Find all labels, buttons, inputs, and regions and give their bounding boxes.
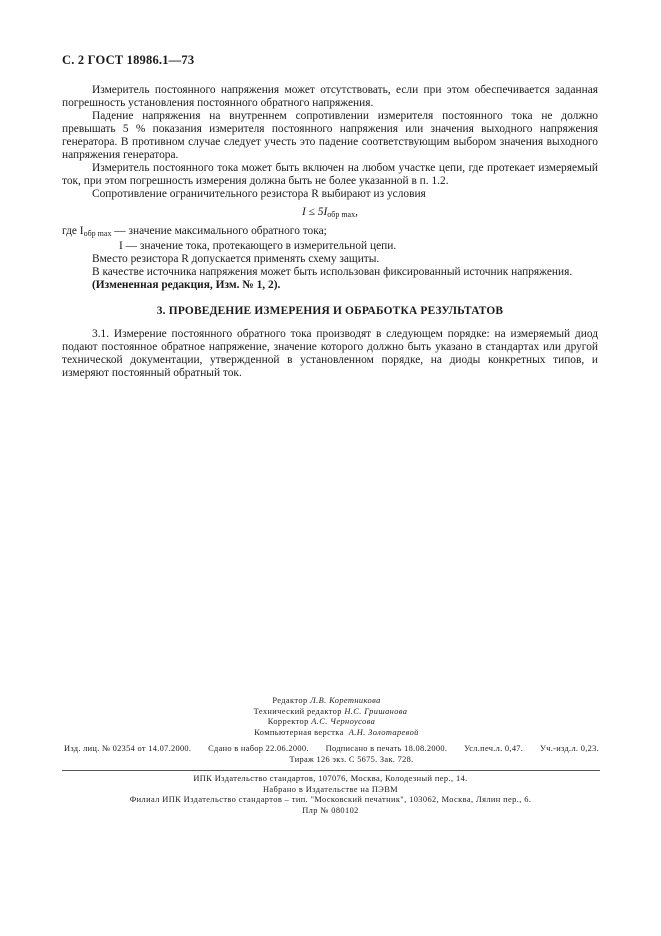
section-title: 3. ПРОВЕДЕНИЕ ИЗМЕРЕНИЯ И ОБРАБОТКА РЕЗУЛЬТАТОВ — [156, 305, 504, 317]
formula-main: I ≤ 5I — [302, 206, 328, 218]
corrector-row: Корректор А.С. Черноусова — [267, 717, 376, 726]
publication-info — [64, 744, 599, 765]
where-line-1 — [62, 225, 598, 240]
where-line-2: I — значение тока, протекающего в измерительной цепи. — [119, 240, 397, 252]
paragraph-voltage-drop: Падение напряжения на внутреннем сопротивлении измерителя постоянного тока не должно превышать 5 % показания измерителя постоянного напряжения или значения выходного напряжения генератора. В противном случае следует учесть это падение соответствующим выбором значения выходного напряжения генератора. — [62, 110, 598, 161]
paragraph-resistor: Сопротивление ограничительного резистора R выбирают из условия — [92, 188, 426, 200]
divider — [62, 770, 600, 771]
edit-sheets: Уч.-изд.л. 0,23. — [540, 744, 599, 753]
tech-editor-row: Технический редактор Н.С. Гришанова — [253, 706, 408, 716]
print-date: Подписано в печать 18.08.2000. — [325, 744, 448, 753]
editors-block — [0, 696, 661, 738]
where-subscript: обр max — [83, 229, 112, 238]
print-sheets: Усл.печ.л. 0,47. — [464, 744, 524, 753]
where-prefix: где I — [62, 225, 84, 237]
formula-subscript: обр max — [327, 210, 356, 219]
paragraph-procedure: 3.1. Измерение постоянного обратного тока производят в следующем порядке: на измеряемый диод подают постоянное обратное напряжение, значение которого должно быть указано в стандартах или другой технической документации, утвержденной в установленном порядке, на диоды конкретных типов, и измеряют постоянный обратный ток. — [62, 328, 598, 379]
formula-end: , — [355, 206, 358, 218]
where-text: — значение максимального обратного тока; — [111, 225, 327, 237]
amendment-note: (Измененная редакция, Изм. № 1, 2). — [92, 279, 281, 291]
paragraph-protection: Вместо резистора R допускается применять схему защиты. — [92, 253, 380, 265]
paragraph-voltmeter: Измеритель постоянного напряжения может отсутствовать, если при этом обеспечивается заданная погрешность установления постоянного обратного напряжения. — [62, 84, 598, 109]
printer-line: Набрано в Издательстве на ПЭВМ — [262, 784, 399, 794]
printer-line: Плр № 080102 — [302, 805, 359, 815]
body-text — [62, 84, 598, 380]
typeset-date: Сдано в набор 22.06.2000. — [208, 744, 309, 753]
printer-block — [0, 774, 661, 816]
formula — [62, 206, 598, 221]
layout-row: Компьютерная верстка А.Н. Золотаревой — [254, 727, 419, 737]
printer-line: ИПК Издательство стандартов, 107076, Москва, Колодезный пер., 14. — [193, 774, 468, 783]
editor-row: Редактор Л.В. Коретникова — [272, 696, 381, 705]
page-header: С. 2 ГОСТ 18986.1—73 — [62, 53, 195, 67]
circulation: Тираж 126 экз. С 5675. Зак. 728. — [289, 754, 414, 764]
paragraph-ammeter: Измеритель постоянного тока может быть включен на любом участке цепи, где протекает измеряемый ток, при этом погрешность измерения должна быть не более указанной в п. 1.2. — [62, 162, 598, 187]
printer-line: Филиал ИПК Издательство стандартов – тип. "Московский печатник", 103062, Москва, Лялин пер., 6. — [129, 795, 532, 804]
paragraph-source: В качестве источника напряжения может быть использован фиксированный источник напряжения. — [92, 266, 573, 278]
license: Изд. лиц. № 02354 от 14.07.2000. — [64, 744, 192, 753]
